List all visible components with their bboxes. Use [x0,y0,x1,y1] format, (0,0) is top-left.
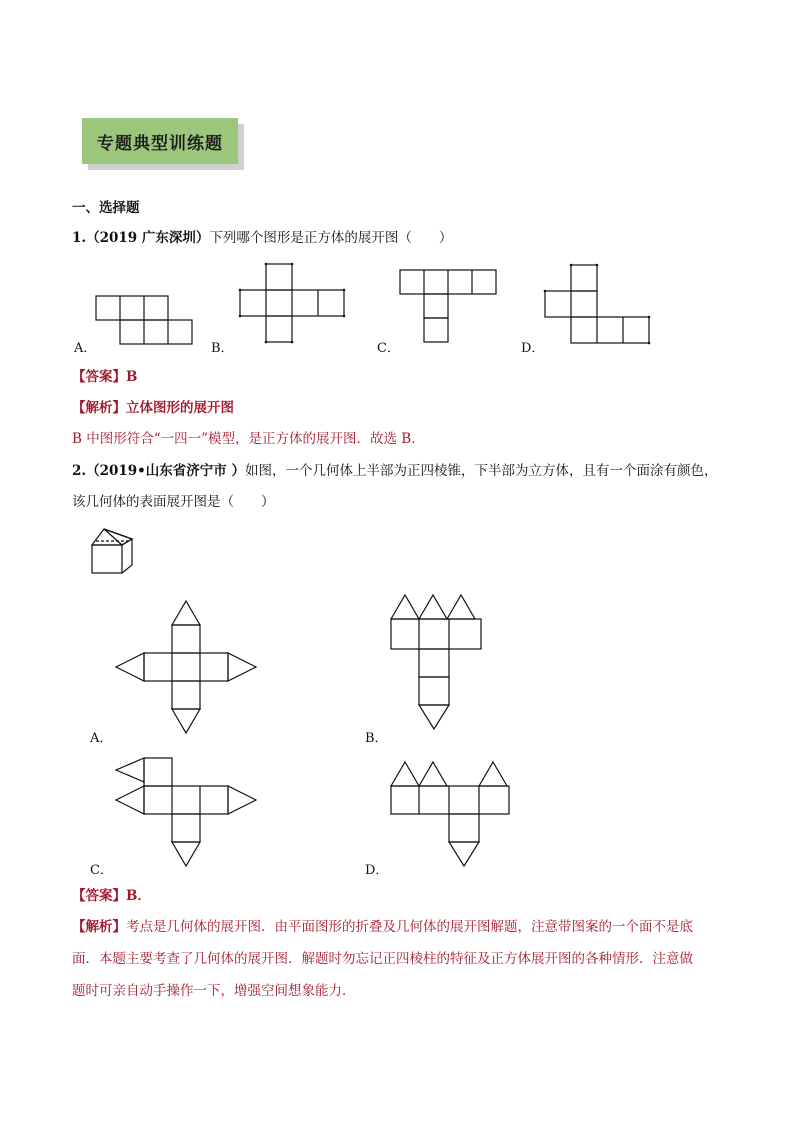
q1-figure-d [545,265,653,347]
q1-analysis-tag: 【解析】 [72,400,126,416]
q2-analysis-line2: 面．本题主要考查了几何体的展开图．解题时勿忘记正四棱柱的特征及正方体展开图的各种情形．注意做 [72,951,693,967]
q1-analysis-heading [72,398,234,418]
q2-answer-value: B． [126,888,151,904]
q2-figure-b [389,593,483,733]
q1-source: （2019 广东深圳） [86,230,210,246]
q1-figure-c [400,270,498,346]
q1-analysis-title: 立体图形的展开图 [126,400,234,416]
q2-option-a-label: A． [90,731,113,746]
q2-solid-figure [90,527,135,575]
q1-stem-line [72,228,452,248]
q2-analysis-line3: 题时可亲自动手操作一下，增强空间想象能力． [72,983,356,999]
q1-answer-tag: 【答案】 [72,369,126,385]
q1-figure-a [96,296,194,346]
q2-analysis-text-1: 考点是几何体的展开图．由平面图形的折叠及几何体的展开图解题，注意带图案的一个面不是底 [126,919,693,935]
section-banner [82,118,238,164]
q2-option-b-label: B． [365,731,388,746]
q2-figure-a [114,599,260,741]
banner-title: 专题典型训练题 [97,134,223,154]
section-heading: 一、选择题 [72,200,140,216]
q2-answer-tag: 【答案】 [72,888,126,904]
q2-option-c-label: C． [90,863,113,878]
q1-answer [72,367,137,387]
q2-stem-line1 [72,461,718,481]
q2-source: （2019•山东省济宁市 ） [86,463,245,479]
q1-option-d-label: D． [521,341,545,356]
q2-analysis-tag: 【解析】 [72,919,126,935]
q1-number: 1. [72,230,87,246]
q1-answer-value: B [126,369,138,385]
q1-figure-b [240,264,346,346]
q1-option-a-label: A． [74,341,97,356]
q2-figure-d [389,760,513,872]
q2-stem-line2: 该几何体的表面展开图是（ ） [72,494,275,510]
q2-analysis-line1 [72,917,693,937]
q1-stem: 下列哪个图形是正方体的展开图（ ） [209,230,453,246]
q2-stem-1: 如图，一个几何体上半部为正四棱锥，下半部为立方体，且有一个面涂有颜色， [245,463,718,479]
q2-answer [72,886,151,906]
q2-number: 2. [72,463,87,479]
q1-option-b-label: B． [211,341,234,356]
q2-option-d-label: D． [365,863,389,878]
q1-analysis-body: B 中图形符合“一四一”模型，是正方体的展开图．故选 B． [72,431,425,447]
q2-figure-c [114,756,260,871]
q1-option-c-label: C． [377,341,400,356]
